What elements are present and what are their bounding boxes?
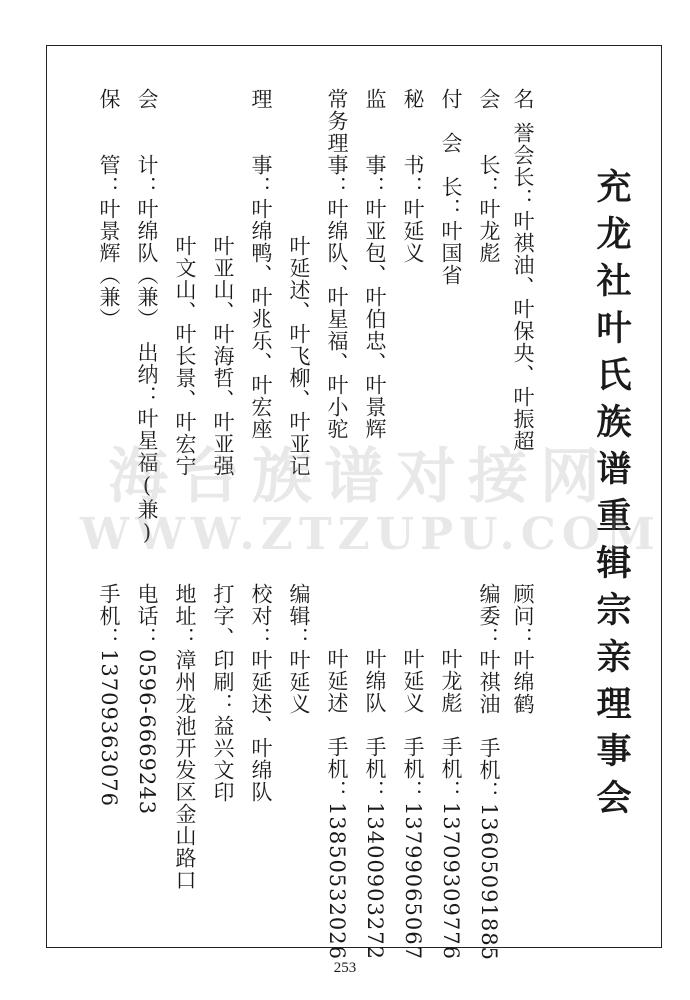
committee-member-4: 叶绵队 手机：13400903272 <box>363 648 387 960</box>
standing-directors-line1: 常务理事：叶绵队、叶星福、叶小驼 <box>325 88 349 440</box>
honorary-head-role-char: 名 <box>511 88 535 110</box>
phone: 电话：0596-6669243 <box>135 583 159 816</box>
watermark-url: WWW.ZTZUPU.COM <box>80 509 661 560</box>
directors-line3: 叶文山、叶长景、叶宏宁 <box>173 235 197 477</box>
vice-president: 付 会 长：叶国省 <box>439 88 463 286</box>
directors-line1: 理 事：叶绵鸭、叶兆乐、叶宏座 <box>249 88 273 440</box>
typing-printing: 打字、印刷：益兴文印 <box>211 583 235 803</box>
president: 会 长：叶龙彪 <box>477 88 501 264</box>
accountant-cashier: 会 计：叶绵队（兼） 出纳：叶星福(兼) <box>135 88 159 546</box>
supervisor: 监 事：叶亚包、叶伯忠、叶景辉 <box>363 88 387 440</box>
standing-directors-line2: 叶延述、叶飞柳、叶亚记 <box>287 235 311 477</box>
committee-member-1: 编委：叶祺油 手机：13605091885 <box>477 583 501 961</box>
proofreader: 校对：叶延述、叶绵队 <box>249 583 273 803</box>
secretary: 秘 书：叶延义 <box>401 88 425 264</box>
advisor: 顾问：叶绵鹤 <box>511 583 535 715</box>
document-title: 充龙社叶氏族谱重辑宗亲理事会 <box>591 168 632 826</box>
custodian: 保 管：叶景辉（兼） <box>97 88 121 330</box>
page-number: 253 <box>333 960 357 976</box>
address: 地址：漳州龙池开发区金山路口 <box>173 583 197 891</box>
honorary-heads: 誉会长：叶祺油、叶保央、叶振超 <box>511 122 535 452</box>
watermark-chinese: 海台族谱对接网 <box>108 442 612 512</box>
mobile: 手机：13709363076 <box>97 583 121 807</box>
committee-member-5: 叶延述 手机：13850532026 <box>325 648 349 960</box>
editor: 编辑：叶延义 <box>287 583 311 715</box>
committee-member-3: 叶延义 手机：13799065067 <box>401 648 425 960</box>
directors-line2: 叶亚山、叶海哲、叶亚强 <box>211 235 235 477</box>
committee-member-2: 叶龙彪 手机：13709309776 <box>439 648 463 960</box>
